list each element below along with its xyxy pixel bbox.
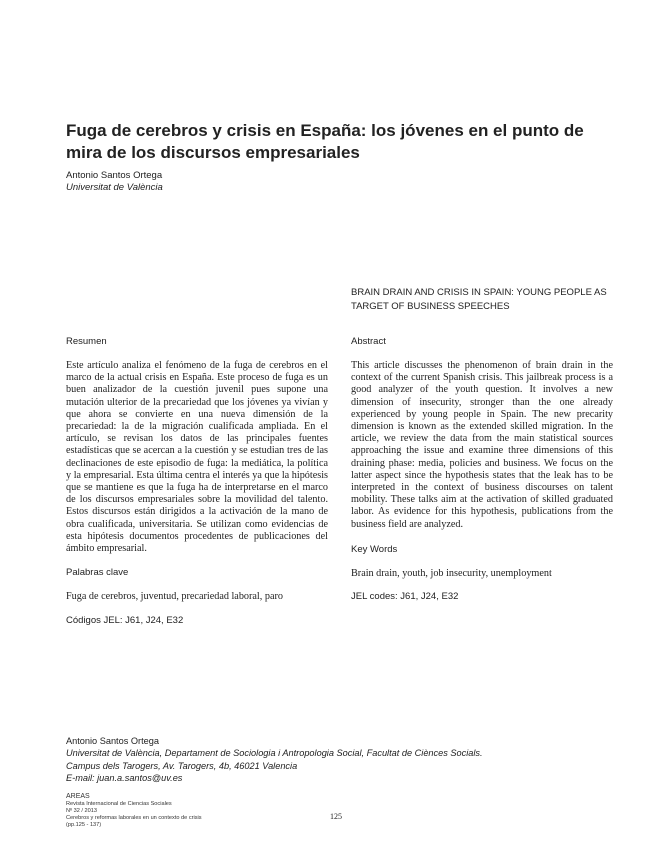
author-name: Antonio Santos Ortega <box>66 170 163 181</box>
footer-email[interactable]: E-mail: juan.a.santos@uv.es <box>66 772 183 783</box>
journal-section: Cerebros y reformas laborales en un contexto de crisis <box>66 815 202 821</box>
codigos-jel: Códigos JEL: J61, J24, E32 <box>66 615 184 626</box>
footer-address: Campus dels Tarogers, Av. Tarogers, 4b, 46021 Valencia <box>66 760 298 771</box>
journal-issue: Nº 32 / 2013 <box>66 808 97 814</box>
key-words-heading: Key Words <box>351 544 398 555</box>
journal-info <box>66 793 202 829</box>
author-footer <box>66 735 483 784</box>
resumen-text: Este artículo analiza el fenómeno de la fuga de cerebros en el marco de la actual crisis en España. Este proceso de fuga es un buen analizador de la cuestión juvenil pues supone una mutación ulterior de la precariedad que los jóvenes ya vivían y que ahora se convierte en una nueva dimensión de la precariedad: la de la migración cualificada ampliada. En el artículo, se revisan los datos de las principales fuentes estadísticas que se acercan a la cuestión y se estudian tres de las declinaciones de este episodio de fuga: la mediática, la política y la empresarial. Esta última centra el interés ya que la hipótesis que se mantiene es que la fuga ha de interpretarse en el marco de los discursos empresariales sobre la movilidad del talento. Estos discursos están dirigidos a la activación de la mano de obra cualificada, universitaria. Se utilizan como evidencias de esta hipótesis documentos procedentes de publicaciones del ámbito empresarial. <box>66 360 328 555</box>
footer-author-name: Antonio Santos Ortega <box>66 736 159 746</box>
abstract-text: This article discusses the phenomenon of brain drain in the context of the current Spanish crisis. This jailbreak process is a good analyzer of the youth question. It involves a new dimension of insecurity, stronger than the one already experienced by young people in Spain. The new precarity dimension is known as the extended skilled migration. In the article, we review the data from the main statistical sources approaching the issue and examine three dimensions of this draining phase: media, policies and business. We focus on the latter aspect since the hypothesis states that the leak has to be interpreted in the context of business discourses on talent mobility. These talks aim at the activation of skilled graduated labor. As evidence for this hypothesis, publications from the business field are analyzed. <box>351 360 613 530</box>
journal-name: AREAS <box>66 793 90 800</box>
jel-codes: JEL codes: J61, J24, E32 <box>351 591 459 602</box>
journal-pages: (pp.125 - 137) <box>66 822 102 828</box>
page-number: 125 <box>330 812 342 821</box>
english-title: BRAIN DRAIN AND CRISIS IN SPAIN: YOUNG PEOPLE AS TARGET OF BUSINESS SPEECHES <box>351 287 607 312</box>
article-title: Fuga de cerebros y crisis en España: los jóvenes en el punto de mira de los discursos empresariales <box>66 121 584 162</box>
journal-full-name: Revista Internacional de Ciencias Sociales <box>66 801 172 807</box>
palabras-clave-heading: Palabras clave <box>66 567 129 578</box>
footer-department: Universitat de València, Departament de Sociologia i Antropologia Social, Facultat de Ciènces Socials. <box>66 748 483 759</box>
resumen-heading: Resumen <box>66 336 107 347</box>
author-affiliation: Universitat de València <box>66 182 163 193</box>
key-words-text: Brain drain, youth, job insecurity, unemployment <box>351 568 552 579</box>
palabras-clave-text: Fuga de cerebros, juventud, precariedad laboral, paro <box>66 591 283 602</box>
abstract-heading: Abstract <box>351 336 386 347</box>
